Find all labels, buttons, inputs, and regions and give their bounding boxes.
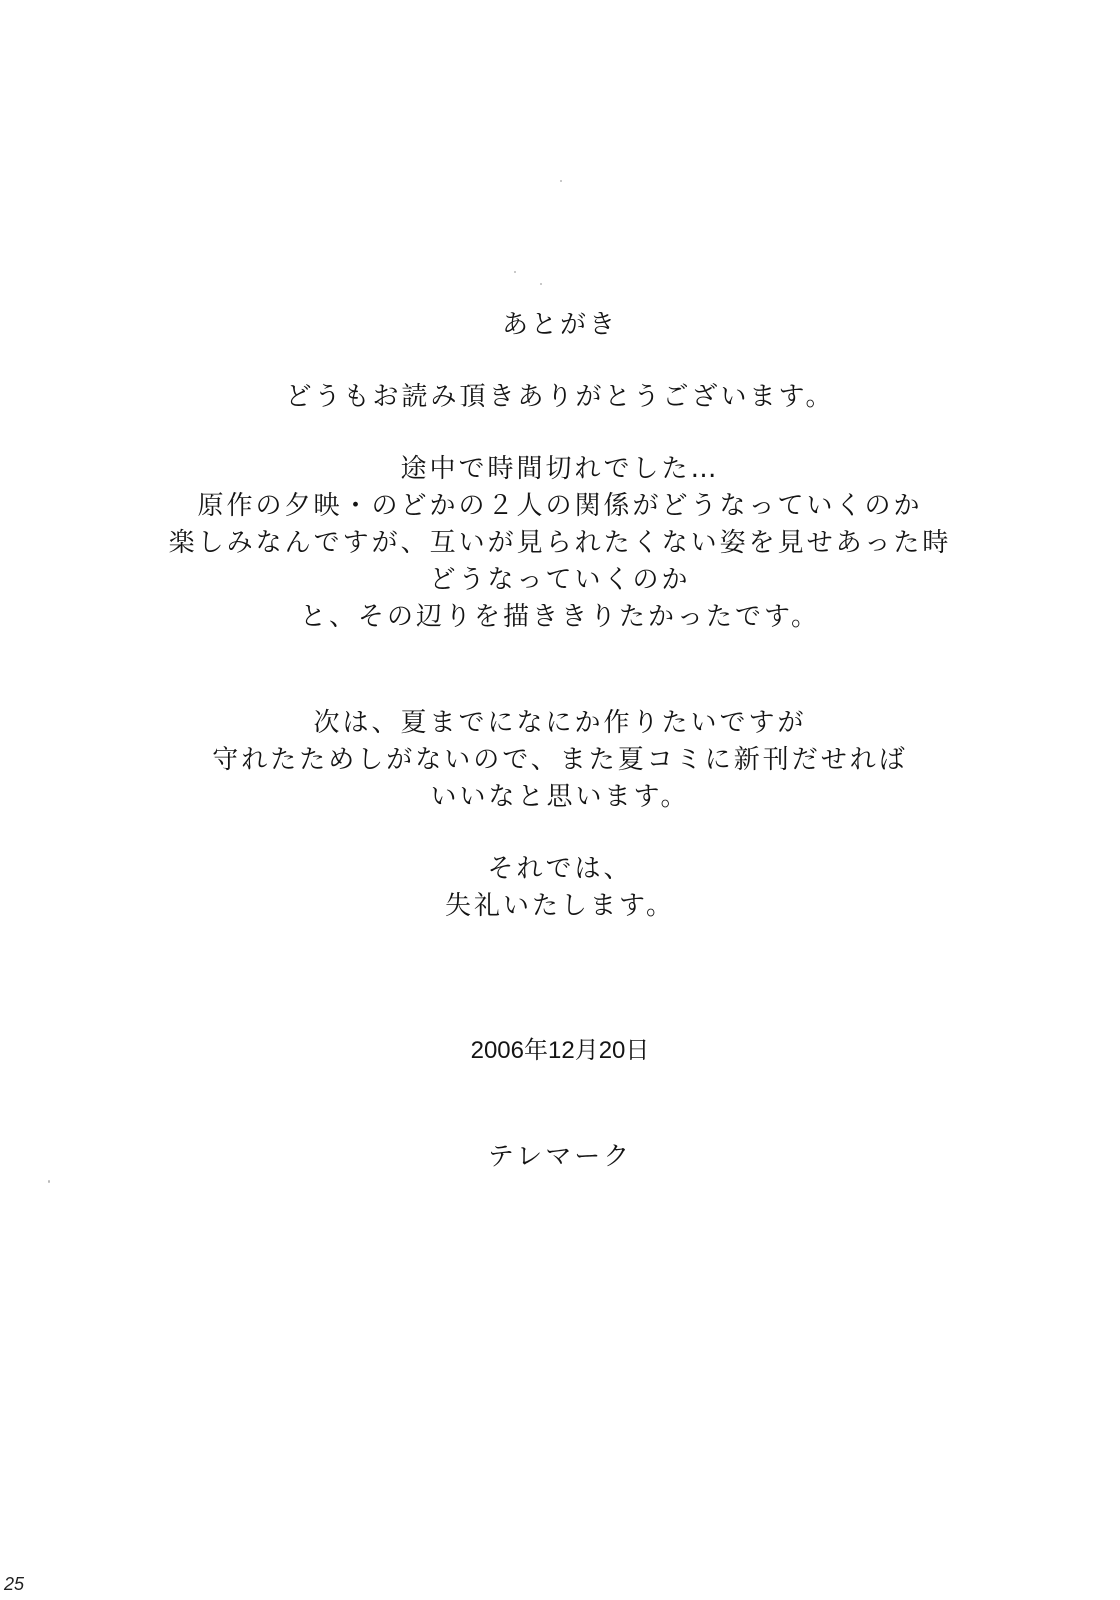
paragraph2-line-1: 次は、夏までになにか作りたいですが [313, 708, 807, 738]
paragraph2-line-2: 守れたためしがないので、また夏コミに新刊だせれば [212, 745, 908, 775]
paragraph1-line-1: 途中で時間切れでした… [400, 454, 720, 484]
paragraph2-line-3: いいなと思います。 [430, 782, 690, 812]
afterword-title: あとがき [501, 310, 618, 340]
scan-speck [540, 283, 542, 285]
thanks-line: どうもお読み頂きありがとうございます。 [285, 382, 835, 412]
closing-line-2: 失礼いたします。 [445, 891, 675, 921]
scan-speck [514, 271, 516, 273]
author-name: テレマーク [487, 1142, 633, 1172]
paragraph1-line-5: と、その辺りを描ききりたかったです。 [300, 602, 820, 632]
scan-speck [560, 180, 562, 182]
scan-speck [48, 1180, 50, 1183]
afterword-date: 2006年12月20日 [470, 1037, 650, 1064]
closing-line-1: それでは、 [487, 854, 633, 884]
page-number: 25 [4, 1574, 25, 1594]
paragraph1-line-2: 原作の夕映・のどかの２人の関係がどうなっていくのか [197, 491, 923, 521]
paragraph1-line-4: どうなっていくのか [429, 565, 691, 595]
paragraph1-line-3: 楽しみなんですが、互いが見られたくない姿を見せあった時 [168, 528, 952, 558]
